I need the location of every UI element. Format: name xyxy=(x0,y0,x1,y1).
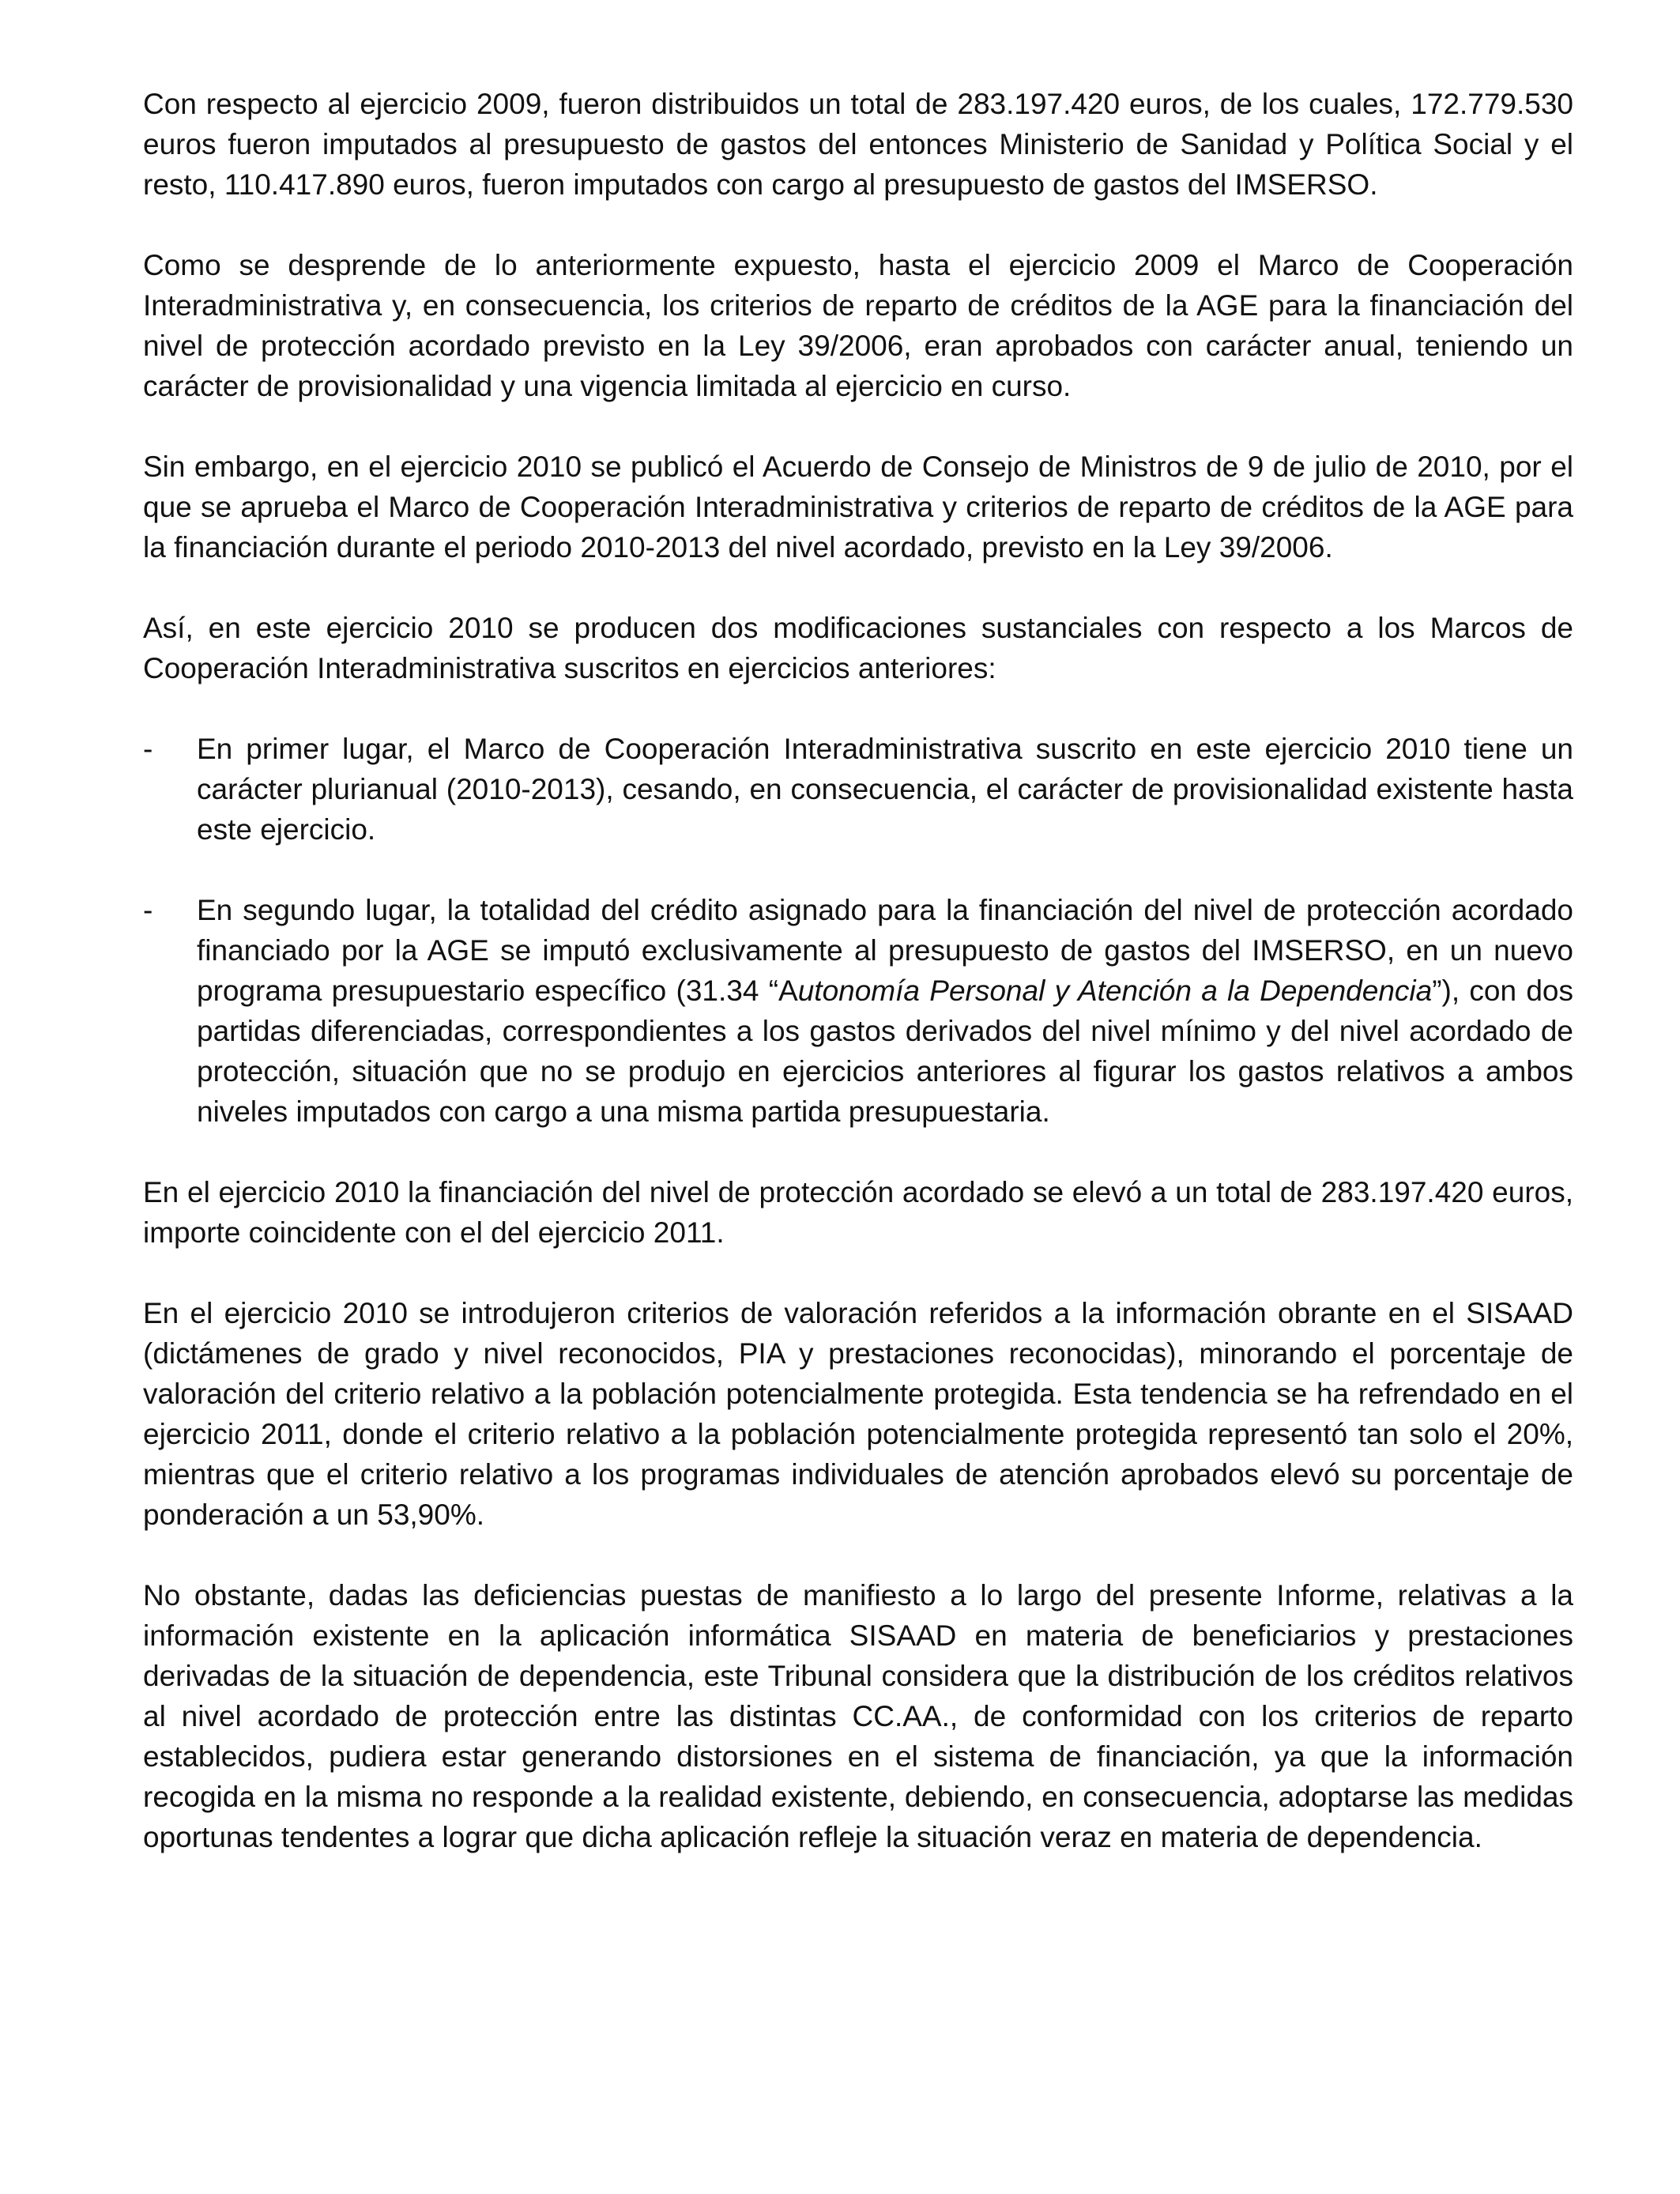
paragraph-annual-framework: Como se desprende de lo anteriormente expuesto, hasta el ejercicio 2009 el Marco de Cooperación Interadministrativa y, en consecuencia, los criterios de reparto de créditos de la AGE para la financiación del nivel de protección acordado previsto en la Ley 39/2006, eran aprobados con carácter anual, teniendo un carácter de provisionalidad y una vigencia limitada al ejercicio en curso. xyxy=(143,249,1573,402)
bullet-text-end: ”), con dos partidas diferenciadas, correspondientes a los gastos derivados del nivel mínimo y del nivel acordado de protección, situación que no se produjo en ejercicios anteriores al figurar los gastos relativos a ambos niveles imputados con cargo a una misma partida presupuestaria. xyxy=(197,974,1573,1128)
bullet-item-plurianual xyxy=(143,729,1573,850)
paragraph-modifications-intro: Así, en este ejercicio 2010 se producen dos modificaciones sustanciales con respecto a los Marcos de Cooperación Interadministrativa suscritos en ejercicios anteriores: xyxy=(143,612,1573,684)
paragraph-2010-agreement: Sin embargo, en el ejercicio 2010 se publicó el Acuerdo de Consejo de Ministros de 9 de julio de 2010, por el que se aprueba el Marco de Cooperación Interadministrativa y criterios de reparto de créditos de la AGE para la financiación durante el periodo 2010-2013 del nivel acordado, previsto en la Ley 39/2006. xyxy=(143,450,1573,564)
document-page xyxy=(143,84,1573,1898)
paragraph-2010-funding: En el ejercicio 2010 la financiación del nivel de protección acordado se elevó a un total de 283.197.420 euros, importe coincidente con el del ejercicio 2011. xyxy=(143,1176,1573,1249)
paragraph-valuation-criteria: En el ejercicio 2010 se introdujeron criterios de valoración referidos a la información obrante en el SISAAD (dictámenes de grado y nivel reconocidos, PIA y prestaciones reconocidas), minorando el porcentaje de valoración del criterio relativo a la población potencialmente protegida. Esta tendencia se ha refrendado en el ejercicio 2011, donde el criterio relativo a la población potencialmente protegida representó tan solo el 20%, mientras que el criterio relativo a los programas individuales de atención aprobados elevó su porcentaje de ponderación a un 53,90%. xyxy=(143,1297,1573,1531)
program-name-italic: utonomía Personal y Atención a la Dependencia xyxy=(797,974,1433,1007)
bullet-dash: - xyxy=(143,894,153,926)
bullet-dash: - xyxy=(143,733,153,765)
bullet-text: En primer lugar, el Marco de Cooperación Interadministrativa suscrito en este ejercicio 2010 tiene un carácter plurianual (2010-2013), cesando, en consecuencia, el carácter de provisionalidad existente hasta este ejercicio. xyxy=(197,733,1573,846)
bullet-text-start: En segundo lugar, la totalidad del crédito asignado para la financiación del nivel de protección acordado financiado por la AGE se imputó exclusivamente al presupuesto de gastos del IMSERSO, en un nuevo programa presupuestario específico (31.34 “A xyxy=(197,894,1573,1007)
paragraph-tribunal-conclusion: No obstante, dadas las deficiencias puestas de manifiesto a lo largo del presente Informe, relativas a la información existente en la aplicación informática SISAAD en materia de beneficiarios y prestaciones derivadas de la situación de dependencia, este Tribunal considera que la distribución de los créditos relativos al nivel acordado de protección entre las distintas CC.AA., de conformidad con los criterios de reparto establecidos, pudiera estar generando distorsiones en el sistema de financiación, ya que la información recogida en la misma no responde a la realidad existente, debiendo, en consecuencia, adoptarse las medidas oportunas tendentes a lograr que dicha aplicación refleje la situación veraz en materia de dependencia. xyxy=(143,1579,1573,1853)
bullet-item-imserso-program xyxy=(143,890,1573,1132)
paragraph-2009-distribution: Con respecto al ejercicio 2009, fueron distribuidos un total de 283.197.420 euros, de los cuales, 172.779.530 euros fueron imputados al presupuesto de gastos del entonces Ministerio de Sanidad y Política Social y el resto, 110.417.890 euros, fueron imputados con cargo al presupuesto de gastos del IMSERSO. xyxy=(143,88,1573,201)
